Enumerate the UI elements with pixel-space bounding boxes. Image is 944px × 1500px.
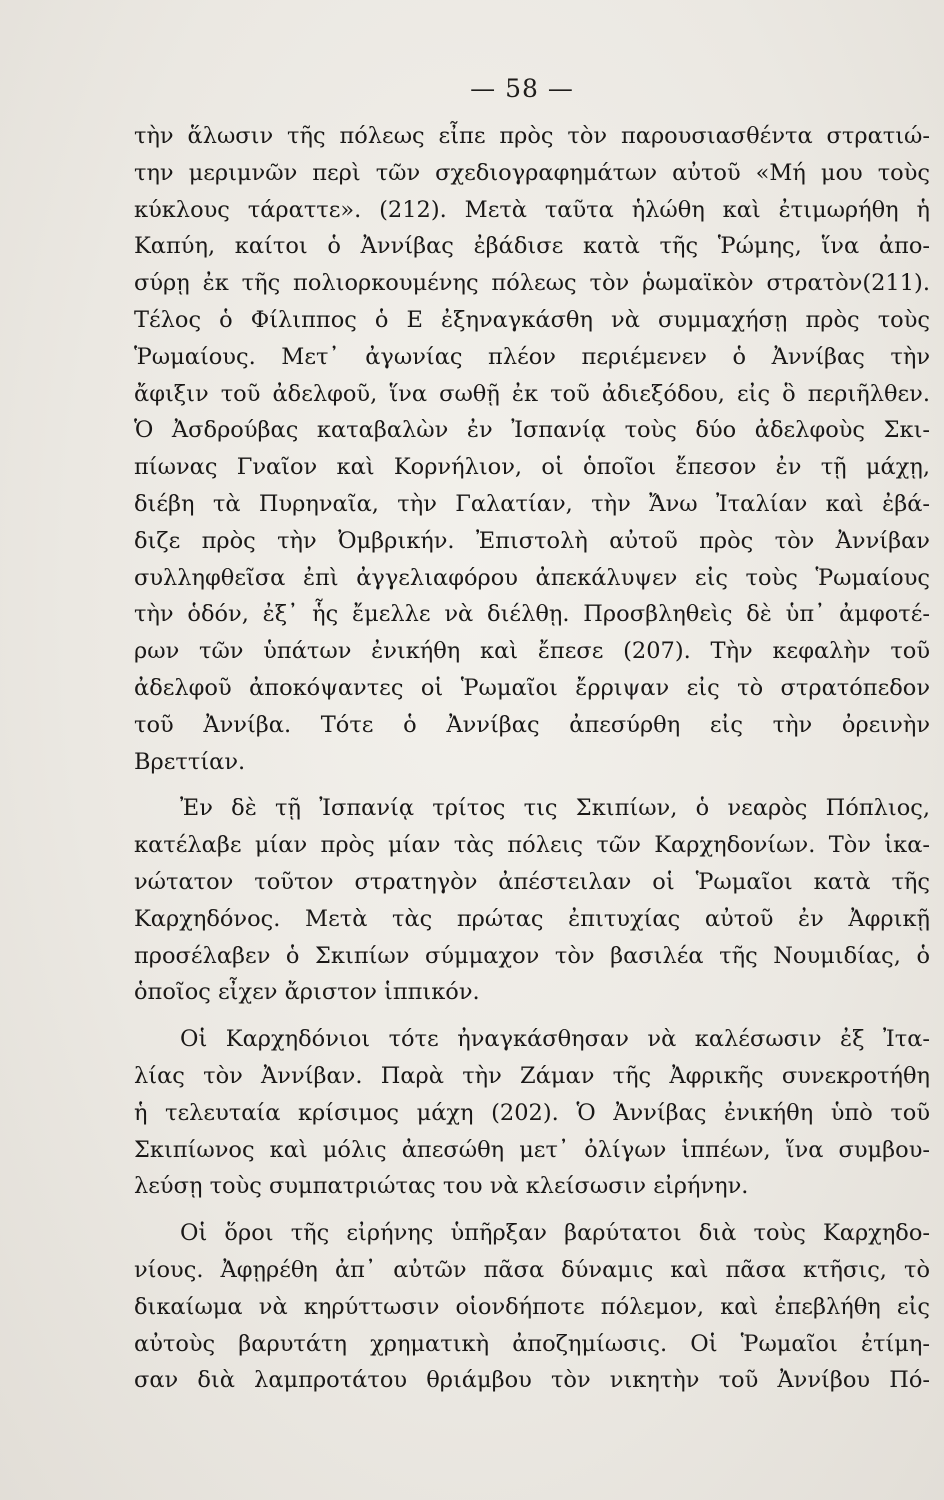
text-line: ἄφιξιν τοῦ ἀδελφοῦ, ἵνα σωθῇ ἐκ τοῦ ἀδιεξόδου, εἰς ὃ περιῆλθεν. [134,380,930,407]
text-line: την μεριμνῶν περὶ τῶν σχεδιογραφημάτων αὐτοῦ «Μή μου τοὺς [134,159,930,186]
text-line: ἡ τελευταία κρίσιμος μάχη (202). Ὁ Ἀννίβας ἐνικήθη ὑπὸ τοῦ [134,1099,930,1126]
text-line: νίους. Ἀφῃρέθη ἀπ᾽ αὐτῶν πᾶσα δύναμις καὶ πᾶσα κτῆσις, τὸ [134,1256,930,1283]
text-line: ὁποῖος εἶχεν ἄριστον ἱππικόν. [134,979,480,1006]
text-line: Οἱ ὅροι τῆς εἰρήνης ὑπῆρξαν βαρύτατοι διὰ τοὺς Καρχηδο- [180,1220,930,1247]
text-line: δικαίωμα νὰ κηρύττωσιν οἱονδήποτε πόλεμον, καὶ ἐπεβλήθη εἰς [134,1293,930,1320]
text-line: Ὁ Ἀσδρούβας καταβαλὼν ἐν Ἰσπανίᾳ τοὺς δύο ἀδελφοὺς Σκι- [134,417,930,444]
paragraph-gap [134,1205,930,1215]
text-line: διζε πρὸς τὴν Ὀμβρικήν. Ἐπιστολὴ αὐτοῦ πρὸς τὸν Ἀννίβαν [134,527,930,554]
text-line: πίωνας Γναῖον καὶ Κορνήλιον, οἱ ὁποῖοι ἔπεσον ἐν τῇ μάχῃ, [134,454,930,481]
text-line: αὐτοὺς βαρυτάτη χρηματικὴ ἀποζημίωσις. Οἱ Ῥωμαῖοι ἐτίμη- [134,1330,930,1357]
body-text [134,118,930,1399]
text-line: συλληφθεῖσα ἐπὶ ἀγγελιαφόρου ἀπεκάλυψεν εἰς τοὺς Ῥωμαίους [134,564,930,591]
text-line: ρων τῶν ὑπάτων ἐνικήθη καὶ ἔπεσε (207). Τὴν κεφαλὴν τοῦ [134,638,930,665]
text-line: τοῦ Ἀννίβα. Τότε ὁ Ἀννίβας ἀπεσύρθη εἰς τὴν ὀρεινὴν [134,711,930,738]
paragraph [134,1215,930,1399]
text-line: Οἱ Καρχηδόνιοι τότε ἠναγκάσθησαν νὰ καλέσωσιν ἐξ Ἰτα- [180,1026,930,1053]
text-line: διέβη τὰ Πυρηναῖα, τὴν Γαλατίαν, τὴν Ἄνω Ἰταλίαν καὶ ἐβά- [134,490,930,517]
text-line: Ῥωμαίους. Μετ᾽ ἀγωνίας πλέον περιέμενεν ὁ Ἀννίβας τὴν [134,343,930,370]
text-line: προσέλαβεν ὁ Σκιπίων σύμμαχον τὸν βασιλέα τῆς Νουμιδίας, ὁ [134,942,930,969]
text-line: λίας τὸν Ἀννίβαν. Παρὰ τὴν Ζάμαν τῆς Ἀφρικῆς συνεκροτήθη [134,1062,930,1089]
paragraph [134,1021,930,1205]
text-line: Καρχηδόνος. Μετὰ τὰς πρώτας ἐπιτυχίας αὐτοῦ ἐν Ἀφρικῇ [134,905,930,932]
text-line: Βρεττίαν. [134,748,246,775]
text-line: σαν διὰ λαμπροτάτου θριάμβου τὸν νικητὴν τοῦ Ἀννίβου Πό- [134,1367,930,1394]
text-line: Ἐν δὲ τῇ Ἰσπανίᾳ τρίτος τις Σκιπίων, ὁ νεαρὸς Πόπλιος, [180,795,930,822]
paragraph-gap [134,1011,930,1021]
text-line: κατέλαβε μίαν πρὸς μίαν τὰς πόλεις τῶν Καρχηδονίων. Τὸν ἱκα- [134,832,930,859]
text-line: Καπύη, καίτοι ὁ Ἀννίβας ἐβάδισε κατὰ τῆς Ῥώμης, ἵνα ἀπο- [134,233,930,260]
page-number: — 58 — [470,74,574,103]
text-line: τὴν ἅλωσιν τῆς πόλεως εἶπε πρὸς τὸν παρουσιασθέντα στρατιώ- [134,123,930,149]
paragraph [134,118,930,780]
text-line: σύρῃ ἐκ τῆς πολιορκουμένης πόλεως τὸν ῥωμαϊκὸν στρατὸν(211). [134,270,930,297]
text-line: τὴν ὁδόν, ἐξ᾽ ἧς ἔμελλε νὰ διέλθῃ. Προσβληθεὶς δὲ ὑπ᾽ ἀμφοτέ- [134,601,930,628]
text-line: νώτατον τοῦτον στρατηγὸν ἀπέστειλαν οἱ Ῥωμαῖοι κατὰ τῆς [134,868,930,895]
paragraph-gap [134,780,930,790]
text-line: ἀδελφοῦ ἀποκόψαντες οἱ Ῥωμαῖοι ἔρριψαν εἰς τὸ στρατόπεδον [134,674,930,701]
text-line: Σκιπίωνος καὶ μόλις ἀπεσώθη μετ᾽ ὀλίγων ἱππέων, ἵνα συμβου- [134,1136,930,1163]
text-line: λεύσῃ τοὺς συμπατριώτας του νὰ κλείσωσιν εἰρήνην. [134,1173,749,1200]
paragraph [134,790,930,1011]
text-line: κύκλους τάραττε». (212). Μετὰ ταῦτα ἡλώθη καὶ ἐτιμωρήθη ἡ [134,196,930,223]
text-line: Τέλος ὁ Φίλιππος ὁ Ε ἐξηναγκάσθη νὰ συμμαχήσῃ πρὸς τοὺς [134,306,930,333]
